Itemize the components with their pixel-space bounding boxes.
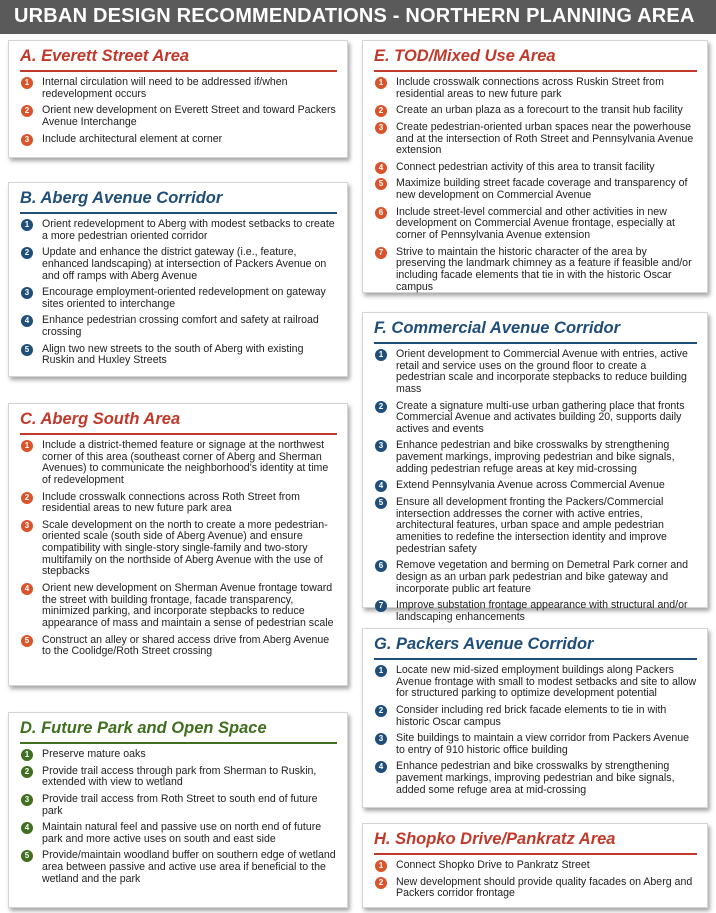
number-icon: 4 [21, 822, 33, 834]
list-item: 2 Update and enhance the district gateway (i.e., feature, enhanced landscaping) at intersection of Packers Avenue on and off ramps with Aberg Avenue [20, 247, 337, 282]
list-item: 4 Maintain natural feel and passive use on north end of future park and more active uses on south and east side [20, 822, 337, 845]
section-heading: A. Everett Street Area [20, 47, 337, 72]
section-heading: C. Aberg South Area [20, 410, 337, 435]
number-icon: 1 [21, 749, 33, 761]
list-item: 2 New development should provide quality facades on Aberg and Packers corridor frontage [374, 877, 697, 900]
number-icon: 3 [375, 122, 387, 134]
list-item: 2 Orient new development on Everett Street and toward Packers Avenue Interchange [20, 105, 337, 128]
section-heading: H. Shopko Drive/Pankratz Area [374, 830, 697, 855]
number-icon: 1 [21, 219, 33, 231]
list-item: 3 Provide trail access from Roth Street to south end of future park [20, 794, 337, 817]
list-item: 4 Enhance pedestrian crossing comfort and safety at railroad crossing [20, 315, 337, 338]
list-item: 1 Orient development to Commercial Avenue with entries, active retail and service uses on the ground floor to create a pedestrian scale and incorporate stepbacks to reduce building mass [374, 349, 697, 396]
list-item: 3 Site buildings to maintain a view corridor from Packers Avenue to entry of 910 historic office building [374, 733, 697, 756]
number-icon: 1 [21, 77, 33, 89]
section-e-card [362, 40, 708, 293]
list-item: 4 Extend Pennsylvania Avenue across Commercial Avenue [374, 480, 697, 492]
section-heading: F. Commercial Avenue Corridor [374, 319, 697, 344]
list-item: 3 Enhance pedestrian and bike crosswalks by strengthening pavement markings, improving pedestrian and bike signals, adding pedestrian refuge areas at key mid-crossing [374, 440, 697, 475]
number-icon: 5 [375, 497, 387, 509]
number-icon: 2 [375, 401, 387, 413]
number-icon: 4 [375, 162, 387, 174]
section-b-card [8, 182, 348, 377]
section-heading: G. Packers Avenue Corridor [374, 635, 697, 660]
number-icon: 1 [375, 349, 387, 361]
list-item: 7 Improve substation frontage appearance with structural and/or landscaping enhancements [374, 600, 697, 623]
list-item: 5 Construct an alley or shared access drive from Aberg Avenue to the Coolidge/Roth Street crossing [20, 635, 337, 658]
list-item: 2 Create a signature multi-use urban gathering place that fronts Commercial Avenue and activates building 20, supports daily actives and events [374, 401, 697, 436]
section-g-card [362, 628, 708, 808]
section-f-card [362, 312, 708, 623]
number-icon: 4 [21, 583, 33, 595]
list-item: 3 Create pedestrian-oriented urban spaces near the powerhouse and at the intersection of Roth Street and Pennsylvania Avenue extension [374, 122, 697, 157]
number-icon: 5 [21, 344, 33, 356]
number-icon: 7 [375, 600, 387, 612]
number-icon: 3 [21, 520, 33, 532]
list-item: 1 Orient redevelopment to Aberg with modest setbacks to create a more pedestrian oriented corridor [20, 219, 337, 242]
number-icon: 2 [375, 705, 387, 717]
number-icon: 5 [21, 850, 33, 862]
number-icon: 6 [375, 560, 387, 572]
number-icon: 2 [21, 105, 33, 117]
list-item: 1 Include a district-themed feature or signage at the northwest corner of this area (southeast corner of Aberg and Sherman Avenues) to communicate the neighborhood's identity at time of redevelopment [20, 440, 337, 487]
number-icon: 3 [375, 733, 387, 745]
number-icon: 1 [375, 665, 387, 677]
list-item: 2 Include crosswalk connections across Roth Street from residential areas to new future park area [20, 492, 337, 515]
list-item: 4 Connect pedestrian activity of this area to transit facility [374, 162, 697, 174]
number-icon: 3 [21, 134, 33, 146]
number-icon: 7 [375, 247, 387, 259]
page-title: URBAN DESIGN RECOMMENDATIONS - NORTHERN PLANNING AREA [14, 5, 695, 27]
list-item: 4 Enhance pedestrian and bike crosswalks by strengthening pavement markings, improving pedestrian and bike signals, added some refuge area at mid-crossing [374, 761, 697, 796]
list-item: 3 Encourage employment-oriented redevelopment on gateway sites oriented to interchange [20, 287, 337, 310]
number-icon: 2 [375, 877, 387, 889]
list-item: 3 Scale development on the north to create a more pedestrian-oriented scale (south side of Aberg Avenue) and ensure compatibility with single-story single-family and two-story multifamily on the northside of Aberg Avenue with the use of stepbacks [20, 520, 337, 578]
number-icon: 1 [21, 440, 33, 452]
list-item: 6 Remove vegetation and berming on Demetral Park corner and design as an urban park pedestrian and bike gateway and incorporate public art feature [374, 560, 697, 595]
section-heading: E. TOD/Mixed Use Area [374, 47, 697, 72]
list-item: 3 Include architectural element at corner [20, 134, 337, 146]
list-item: 1 Locate new mid-sized employment buildings along Packers Avenue frontage with small to modest setbacks and site to allow for structured parking to optimize development potential [374, 665, 697, 700]
list-item: 5 Maximize building street facade coverage and transparency of new development on Commercial Avenue [374, 178, 697, 201]
list-item: 2 Create an urban plaza as a forecourt to the transit hub facility [374, 105, 697, 117]
list-item: 1 Internal circulation will need to be addressed if/when redevelopment occurs [20, 77, 337, 100]
number-icon: 4 [375, 480, 387, 492]
section-heading: B. Aberg Avenue Corridor [20, 189, 337, 214]
number-icon: 2 [21, 766, 33, 778]
list-item: 5 Align two new streets to the south of Aberg with existing Ruskin and Huxley Streets [20, 344, 337, 367]
list-item: 7 Strive to maintain the historic character of the area by preserving the landmark chimney as a feature if feasible and/or including facade elements that tie in with the historic Oscar campus [374, 247, 697, 294]
list-item: 6 Include street-level commercial and other activities in new development on Commercial Avenue frontage, especially at corner of Pennsylvania Avenue extension [374, 207, 697, 242]
number-icon: 3 [21, 794, 33, 806]
list-item: 1 Include crosswalk connections across Ruskin Street from residential areas to new future park [374, 77, 697, 100]
number-icon: 4 [21, 315, 33, 327]
list-item: 5 Provide/maintain woodland buffer on southern edge of wetland area between passive and active use area if beneficial to the wetland and the park [20, 850, 337, 885]
number-icon: 1 [375, 860, 387, 872]
title-banner [0, 0, 716, 34]
list-item: 2 Consider including red brick facade elements to tie in with historic Oscar campus [374, 705, 697, 728]
section-heading: D. Future Park and Open Space [20, 719, 337, 744]
list-item: 1 Preserve mature oaks [20, 749, 337, 761]
number-icon: 2 [21, 247, 33, 259]
number-icon: 5 [375, 178, 387, 190]
number-icon: 3 [21, 287, 33, 299]
number-icon: 5 [21, 635, 33, 647]
section-d-card [8, 712, 348, 908]
number-icon: 3 [375, 440, 387, 452]
number-icon: 1 [375, 77, 387, 89]
number-icon: 2 [21, 492, 33, 504]
list-item: 1 Connect Shopko Drive to Pankratz Street [374, 860, 697, 872]
number-icon: 6 [375, 207, 387, 219]
number-icon: 2 [375, 105, 387, 117]
section-a-card [8, 40, 348, 158]
section-h-card [362, 823, 708, 908]
number-icon: 4 [375, 761, 387, 773]
list-item: 5 Ensure all development fronting the Packers/Commercial intersection addresses the corner with active entries, architectural features, urban space and ample pedestrian amenities to redefine the intersection identity and improve pedestrian safety [374, 497, 697, 555]
section-c-card [8, 403, 348, 686]
list-item: 4 Orient new development on Sherman Avenue frontage toward the street with building frontage, facade transparency, minimized parking, and incorporate stepbacks to reduce appearance of mass and maintain a sense of pedestrian scale [20, 583, 337, 630]
list-item: 2 Provide trail access through park from Sherman to Ruskin, extended with view to wetland [20, 766, 337, 789]
